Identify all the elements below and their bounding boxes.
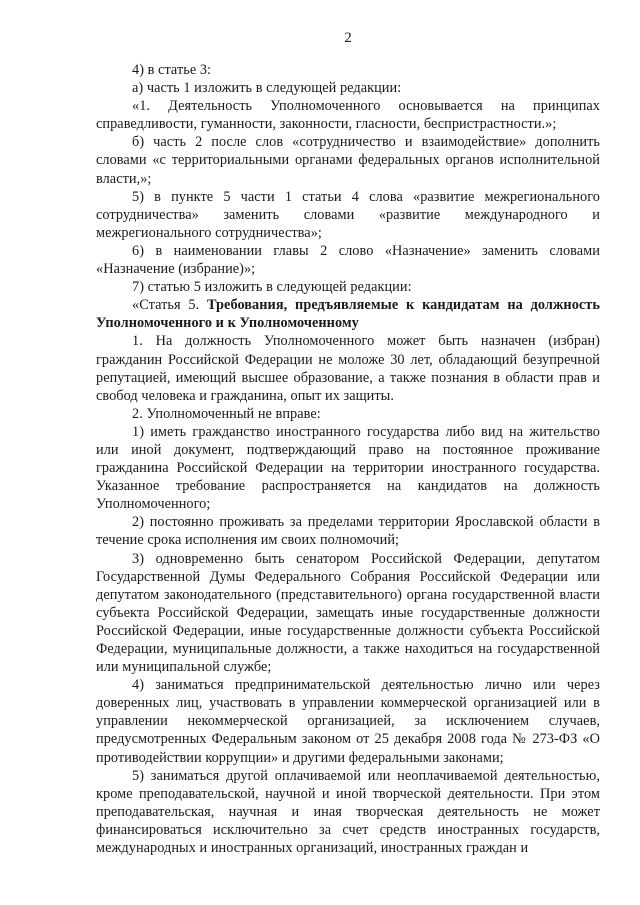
paragraph-restriction-3: 3) одновременно быть сенатором Российской Федерации, депутатом Государственной Думы Федерального Собрания Российской Федерации или депутатом законодательного (представительного) органа государственной власти субъекта Российской Федерации, замещать иные государственные должности Российской Федерации, иные государственные должности субъекта Российской Федерации, муниципальные должности, а также находиться на государственной или муниципальной службе;	[96, 550, 600, 676]
paragraph-item-6: 6) в наименовании главы 2 слово «Назначение» заменить словами «Назначение (избрание)»;	[96, 242, 600, 278]
paragraph-restriction-1: 1) иметь гражданство иностранного государства либо вид на жительство или иной документ, подтверждающий право на постоянное проживание гражданина Российской Федерации на территории иностранного государства. Указанное требование распространяется на кандидатов на должность Уполномоченного;	[96, 423, 600, 513]
paragraph-clause-1: 1. На должность Уполномоченного может быть назначен (избран) гражданин Российской Федерации не моложе 30 лет, обладающий безупречной репутацией, имеющий высшее образование, а также познания в области прав и свобод человека и гражданина, опыт их защиты.	[96, 333, 600, 404]
paragraph-clause-2: 2. Уполномоченный не вправе:	[132, 405, 321, 422]
paragraph-item-5: 5) в пункте 5 части 1 статьи 4 слова «развитие межрегионального сотрудничества» заменить словами «развитие международного и межрегионального сотрудничества»;	[96, 188, 600, 241]
page-number: 2	[344, 30, 352, 46]
document-body	[96, 61, 600, 857]
paragraph-part-1-text: «1. Деятельность Уполномоченного основывается на принципах справедливости, гуманности, законности, гласности, беспристрастности.»;	[96, 98, 600, 133]
paragraph-item-7: 7) статью 5 изложить в следующей редакции:	[132, 279, 412, 296]
article-5-title: Требования, предъявляемые к кандидатам на должность Уполномоченного и к Уполномоченному	[96, 297, 600, 332]
paragraph-part-2: б) часть 2 после слов «сотрудничество и взаимодействие» дополнить словами «с территориальными органами федеральных органов исполнительной власти,»;	[96, 134, 600, 187]
paragraph-part-1-intro: а) часть 1 изложить в следующей редакции:	[132, 80, 402, 97]
paragraph-article-5-heading	[96, 296, 600, 332]
paragraph-restriction-4: 4) заниматься предпринимательской деятельностью лично или через доверенных лиц, участвовать в управлении коммерческой организацией или в управлении некоммерческой организацией, за исключением случаев, предусмотренных Федеральным законом от 25 декабря 2008 года № 273-ФЗ «О противодействии коррупции» и другими федеральными законами;	[96, 677, 600, 766]
paragraph-restriction-2: 2) постоянно проживать за пределами территории Ярославской области в течение срока исполнения им своих полномочий;	[96, 514, 600, 549]
paragraph-restriction-5: 5) заниматься другой оплачиваемой или неоплачиваемой деятельностью, кроме преподавательской, научной и иной творческой деятельности. При этом преподавательская, научная и иная творческая деятельность не может финансироваться исключительно за счет средств иностранных государств, международных и иностранных организаций, иностранных граждан и	[96, 767, 600, 857]
article-5-label: «Статья 5.	[132, 297, 207, 314]
paragraph-article-3: 4) в статье 3:	[132, 62, 212, 78]
